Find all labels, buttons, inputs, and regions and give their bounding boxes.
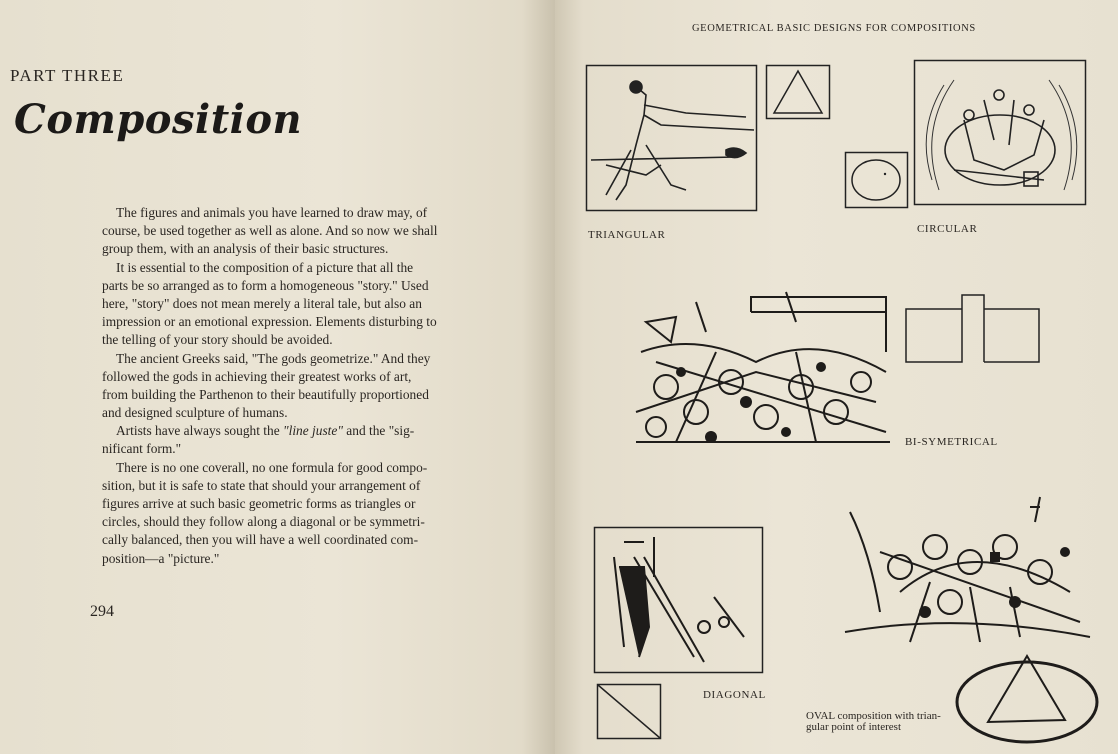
italic-phrase: "line juste" — [282, 423, 343, 439]
label-triangular: TRIANGULAR — [588, 229, 666, 241]
body-line: and designed sculpture of humans. — [102, 405, 288, 421]
bisymmetrical-diagram — [905, 293, 1041, 363]
running-header: GEOMETRICAL BASIC DESIGNS FOR COMPOSITIONS — [692, 23, 976, 34]
part-heading: PART THREE — [10, 66, 125, 85]
oval-caption-line: gular point of interest — [806, 721, 902, 733]
diagonal-illustration — [594, 527, 763, 673]
body-line: circles, should they follow along a diagonal or be symmetri- — [102, 514, 425, 530]
body-line: impression or an emotional expression. Elements disturbing to — [102, 314, 437, 330]
body-line: The figures and animals you have learned to draw may, of — [116, 205, 428, 220]
body-line — [102, 422, 415, 440]
bisymmetrical-illustration — [636, 292, 890, 449]
body-line: followed the gods in achieving their greatest works of art, — [102, 368, 412, 384]
left-page — [0, 0, 555, 754]
body-line: cally balanced, then you will have a well coordinated com- — [102, 532, 419, 548]
circular-illustration — [914, 60, 1086, 205]
body-line: parts be so arranged as to form a homogeneous "story." Used — [102, 277, 429, 293]
body-line: It is essential to the composition of a picture that all the — [116, 259, 414, 275]
body-line: There is no one coverall, no one formula for good compo- — [116, 459, 428, 475]
label-bisymmetrical: BI-SYMETRICAL — [905, 436, 998, 448]
text-segment: and the "sig- — [342, 423, 415, 439]
chapter-title: Composition — [14, 96, 303, 143]
label-circular: CIRCULAR — [917, 223, 978, 235]
circle-diagram — [845, 152, 908, 208]
oval-illustration — [840, 492, 1096, 649]
oval-caption — [806, 711, 941, 733]
body-line: group them, with an analysis of their basic structures. — [102, 241, 389, 257]
diagonal-diagram — [597, 684, 661, 739]
body-line: position—a "picture." — [102, 550, 220, 566]
label-diagonal: DIAGONAL — [703, 689, 766, 701]
text-segment: Artists have always sought the — [116, 423, 283, 439]
body-line: course, be used together as well as alone. And so now we shall — [102, 223, 438, 239]
body-line: The ancient Greeks said, "The gods geometrize." And they — [116, 350, 431, 366]
body-line: figures arrive at such basic geometric forms as triangles or — [102, 496, 416, 511]
oval-diagram — [955, 652, 1100, 750]
body-line: nificant form." — [102, 441, 182, 457]
body-line: from building the Parthenon to their beautifully proportioned — [102, 386, 429, 402]
body-line: the telling of your story should be avoided. — [102, 332, 333, 348]
body-line: sition, but it is safe to state that should your arrangement of — [102, 477, 421, 493]
oval-caption-line: OVAL composition with trian- — [806, 710, 941, 722]
body-text — [102, 204, 438, 568]
triangle-diagram — [766, 65, 830, 119]
body-line: here, "story" does not mean merely a literal tale, but also an — [102, 295, 422, 311]
page-number: 294 — [90, 603, 114, 620]
triangular-illustration — [586, 65, 757, 211]
